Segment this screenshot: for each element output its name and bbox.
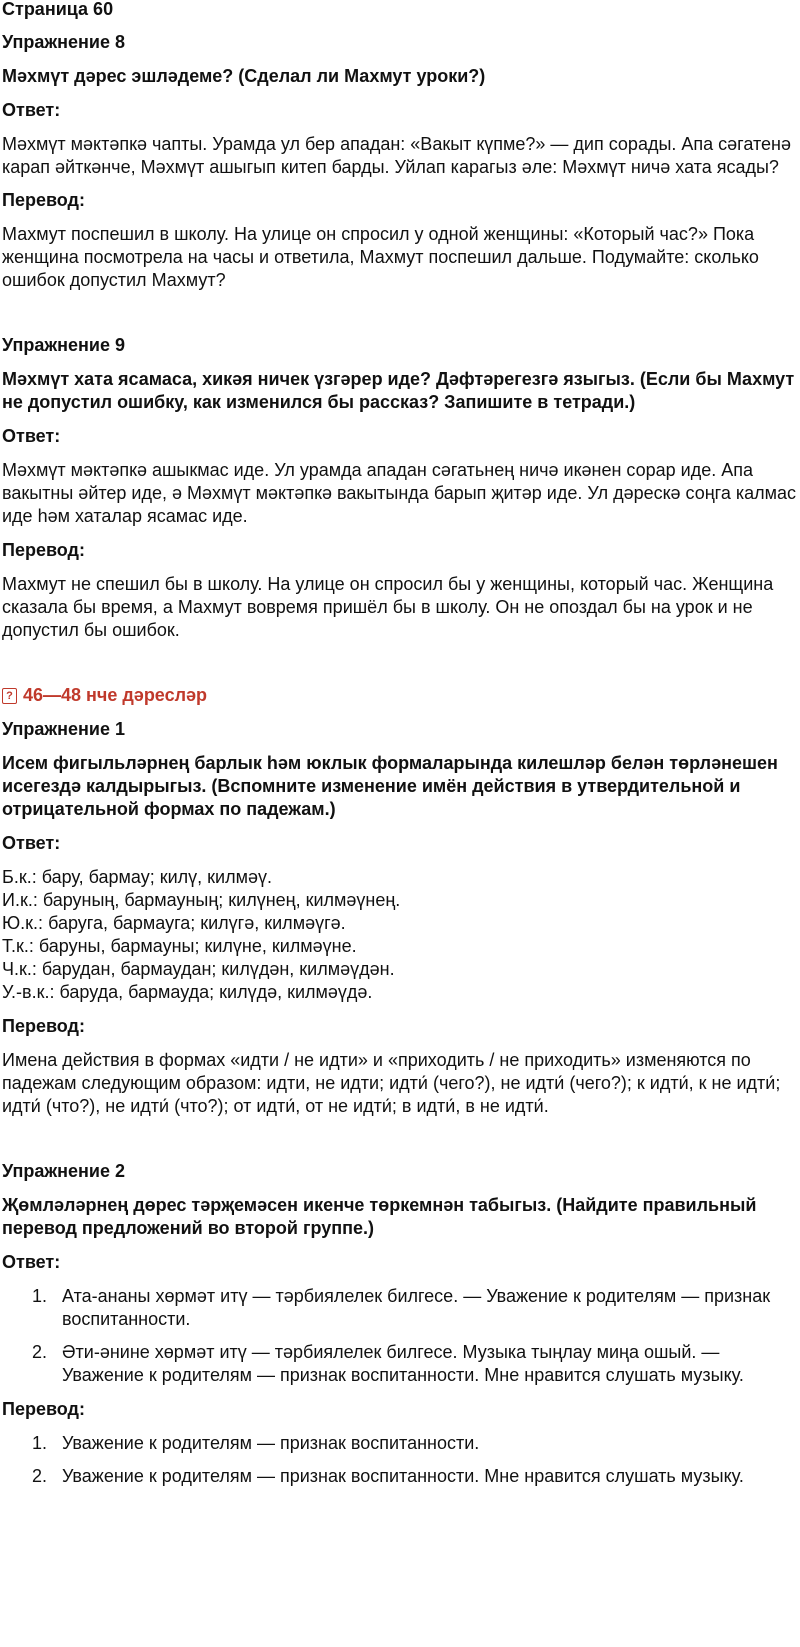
list-number: 1. bbox=[32, 1433, 48, 1453]
exercise-9-answer-label: Ответ: bbox=[2, 426, 61, 446]
exercise-8-translation-label: Перевод: bbox=[2, 190, 85, 210]
exercise-9-answer: Мәхмүт мәктәпкә ашыкмас иде. Ул урамда ападан сәгатьнең ничә икәнен сорар иде. Апа вакытны әйтер иде, ә Мәхмүт мәктәпкә вакытында барып җитәр иде. Ул дәрескә соңга калмас иде һәм хаталар ясамас иде. bbox=[2, 460, 797, 526]
exercise-2-translation-label: Перевод: bbox=[2, 1399, 85, 1419]
exercise-1-title: Упражнение 1 bbox=[2, 719, 125, 739]
list-number: 1. bbox=[32, 1286, 48, 1306]
exercise-1-translation-label: Перевод: bbox=[2, 1016, 85, 1036]
case-line: Б.к.: бару, бармау; килү, килмәү. bbox=[2, 867, 272, 887]
question-icon: ? bbox=[2, 688, 17, 704]
lesson-title: 46—48 нче дәресләр bbox=[23, 685, 208, 705]
list-item bbox=[2, 1285, 798, 1331]
exercise-8-translation: Махмут поспешил в школу. На улице он спросил у одной женщины: «Который час?» Пока женщина посмотрела на часы и ответила, Махмут поспешил дальше. Подумайте: сколько ошибок допустил Махмут? bbox=[2, 224, 759, 290]
list-item-text: Әти-әнине хөрмәт итү — тәрбиялелек билгесе. Музыка тыңлау миңа ошый. — Уважение к родителям — признак воспитанности. Мне нравится слушать музыку. bbox=[62, 1342, 744, 1385]
exercise-1-translation: Имена действия в формах «идти / не идти» и «приходить / не приходить» изменяются по падежам следующим образом: идти, не идти; идти́ (чего?), не идти́ (чего?); к идти́, к не идти́; идти́ (что?), не идти́ (что?); от идти́, от не идти́; в идти́, в не идти́. bbox=[2, 1050, 781, 1116]
list-item-text: Ата-ананы хөрмәт итү — тәрбиялелек билгесе. — Уважение к родителям — признак воспитанности. bbox=[62, 1286, 771, 1329]
exercise-9-title: Упражнение 9 bbox=[2, 335, 125, 355]
exercise-1-answer bbox=[2, 866, 798, 1004]
exercise-8-answer-label: Ответ: bbox=[2, 100, 61, 120]
case-line: И.к.: баруның, бармауның; килүнең, килмәүнең. bbox=[2, 890, 401, 910]
list-item bbox=[2, 1432, 798, 1455]
case-line: Ч.к.: барудан, бармаудан; килүдән, килмәүдән. bbox=[2, 959, 395, 979]
case-line: Т.к.: баруны, бармауны; килүне, килмәүне. bbox=[2, 936, 357, 956]
list-item bbox=[2, 1341, 798, 1387]
exercise-1-answer-label: Ответ: bbox=[2, 833, 61, 853]
exercise-2-task: Җөмләләрнең дөрес тәрҗемәсен икенче төркемнән табыгыз. (Найдите правильный перевод предложений во второй группе.) bbox=[2, 1195, 757, 1238]
exercise-8-title: Упражнение 8 bbox=[2, 32, 125, 52]
exercise-2-title: Упражнение 2 bbox=[2, 1161, 125, 1181]
list-number: 2. bbox=[32, 1342, 48, 1362]
exercise-9-translation-label: Перевод: bbox=[2, 540, 85, 560]
page-title: Страница 60 bbox=[2, 0, 114, 19]
exercise-2-translation-list bbox=[2, 1432, 798, 1488]
exercise-9-task: Мәхмүт хата ясамаса, хикәя ничек үзгәрер иде? Дәфтәрегезгә языгыз. (Если бы Махмут не допустил ошибку, как изменился бы рассказ? Запишите в тетради.) bbox=[2, 369, 795, 412]
case-line: У.-в.к.: баруда, бармауда; килүдә, килмәүдә. bbox=[2, 982, 373, 1002]
exercise-8-answer: Мәхмүт мәктәпкә чапты. Урамда ул бер ападан: «Вакыт күпме?» — дип сорады. Апа сәгатенә карап әйткәнче, Мәхмүт ашыгып китеп барды. Уйлап карагыз әле: Мәхмүт ничә хата ясады? bbox=[2, 134, 791, 177]
list-number: 2. bbox=[32, 1466, 48, 1486]
list-item-text: Уважение к родителям — признак воспитанности. bbox=[62, 1433, 480, 1453]
exercise-8-task: Мәхмүт дәрес эшләдеме? (Сделал ли Махмут уроки?) bbox=[2, 66, 486, 86]
case-line: Ю.к.: баруга, бармауга; килүгә, килмәүгә. bbox=[2, 913, 346, 933]
exercise-2-answer-list bbox=[2, 1285, 798, 1387]
exercise-1-task: Исем фигыльләрнең барлык һәм юклык формаларында килешләр белән төрләнешен исегездә калдырыгыз. (Вспомните изменение имён действия в утвердительной и отрицательной формах по падежам.) bbox=[2, 753, 778, 819]
exercise-2-answer-label: Ответ: bbox=[2, 1252, 61, 1272]
list-item-text: Уважение к родителям — признак воспитанности. Мне нравится слушать музыку. bbox=[62, 1466, 744, 1486]
exercise-9-translation: Махмут не спешил бы в школу. На улице он спросил бы у женщины, который час. Женщина сказала бы время, а Махмут вовремя пришёл бы в школу. Он не опоздал бы на урок и не допустил бы ошибок. bbox=[2, 574, 774, 640]
lesson-heading bbox=[2, 684, 798, 707]
list-item bbox=[2, 1465, 798, 1488]
